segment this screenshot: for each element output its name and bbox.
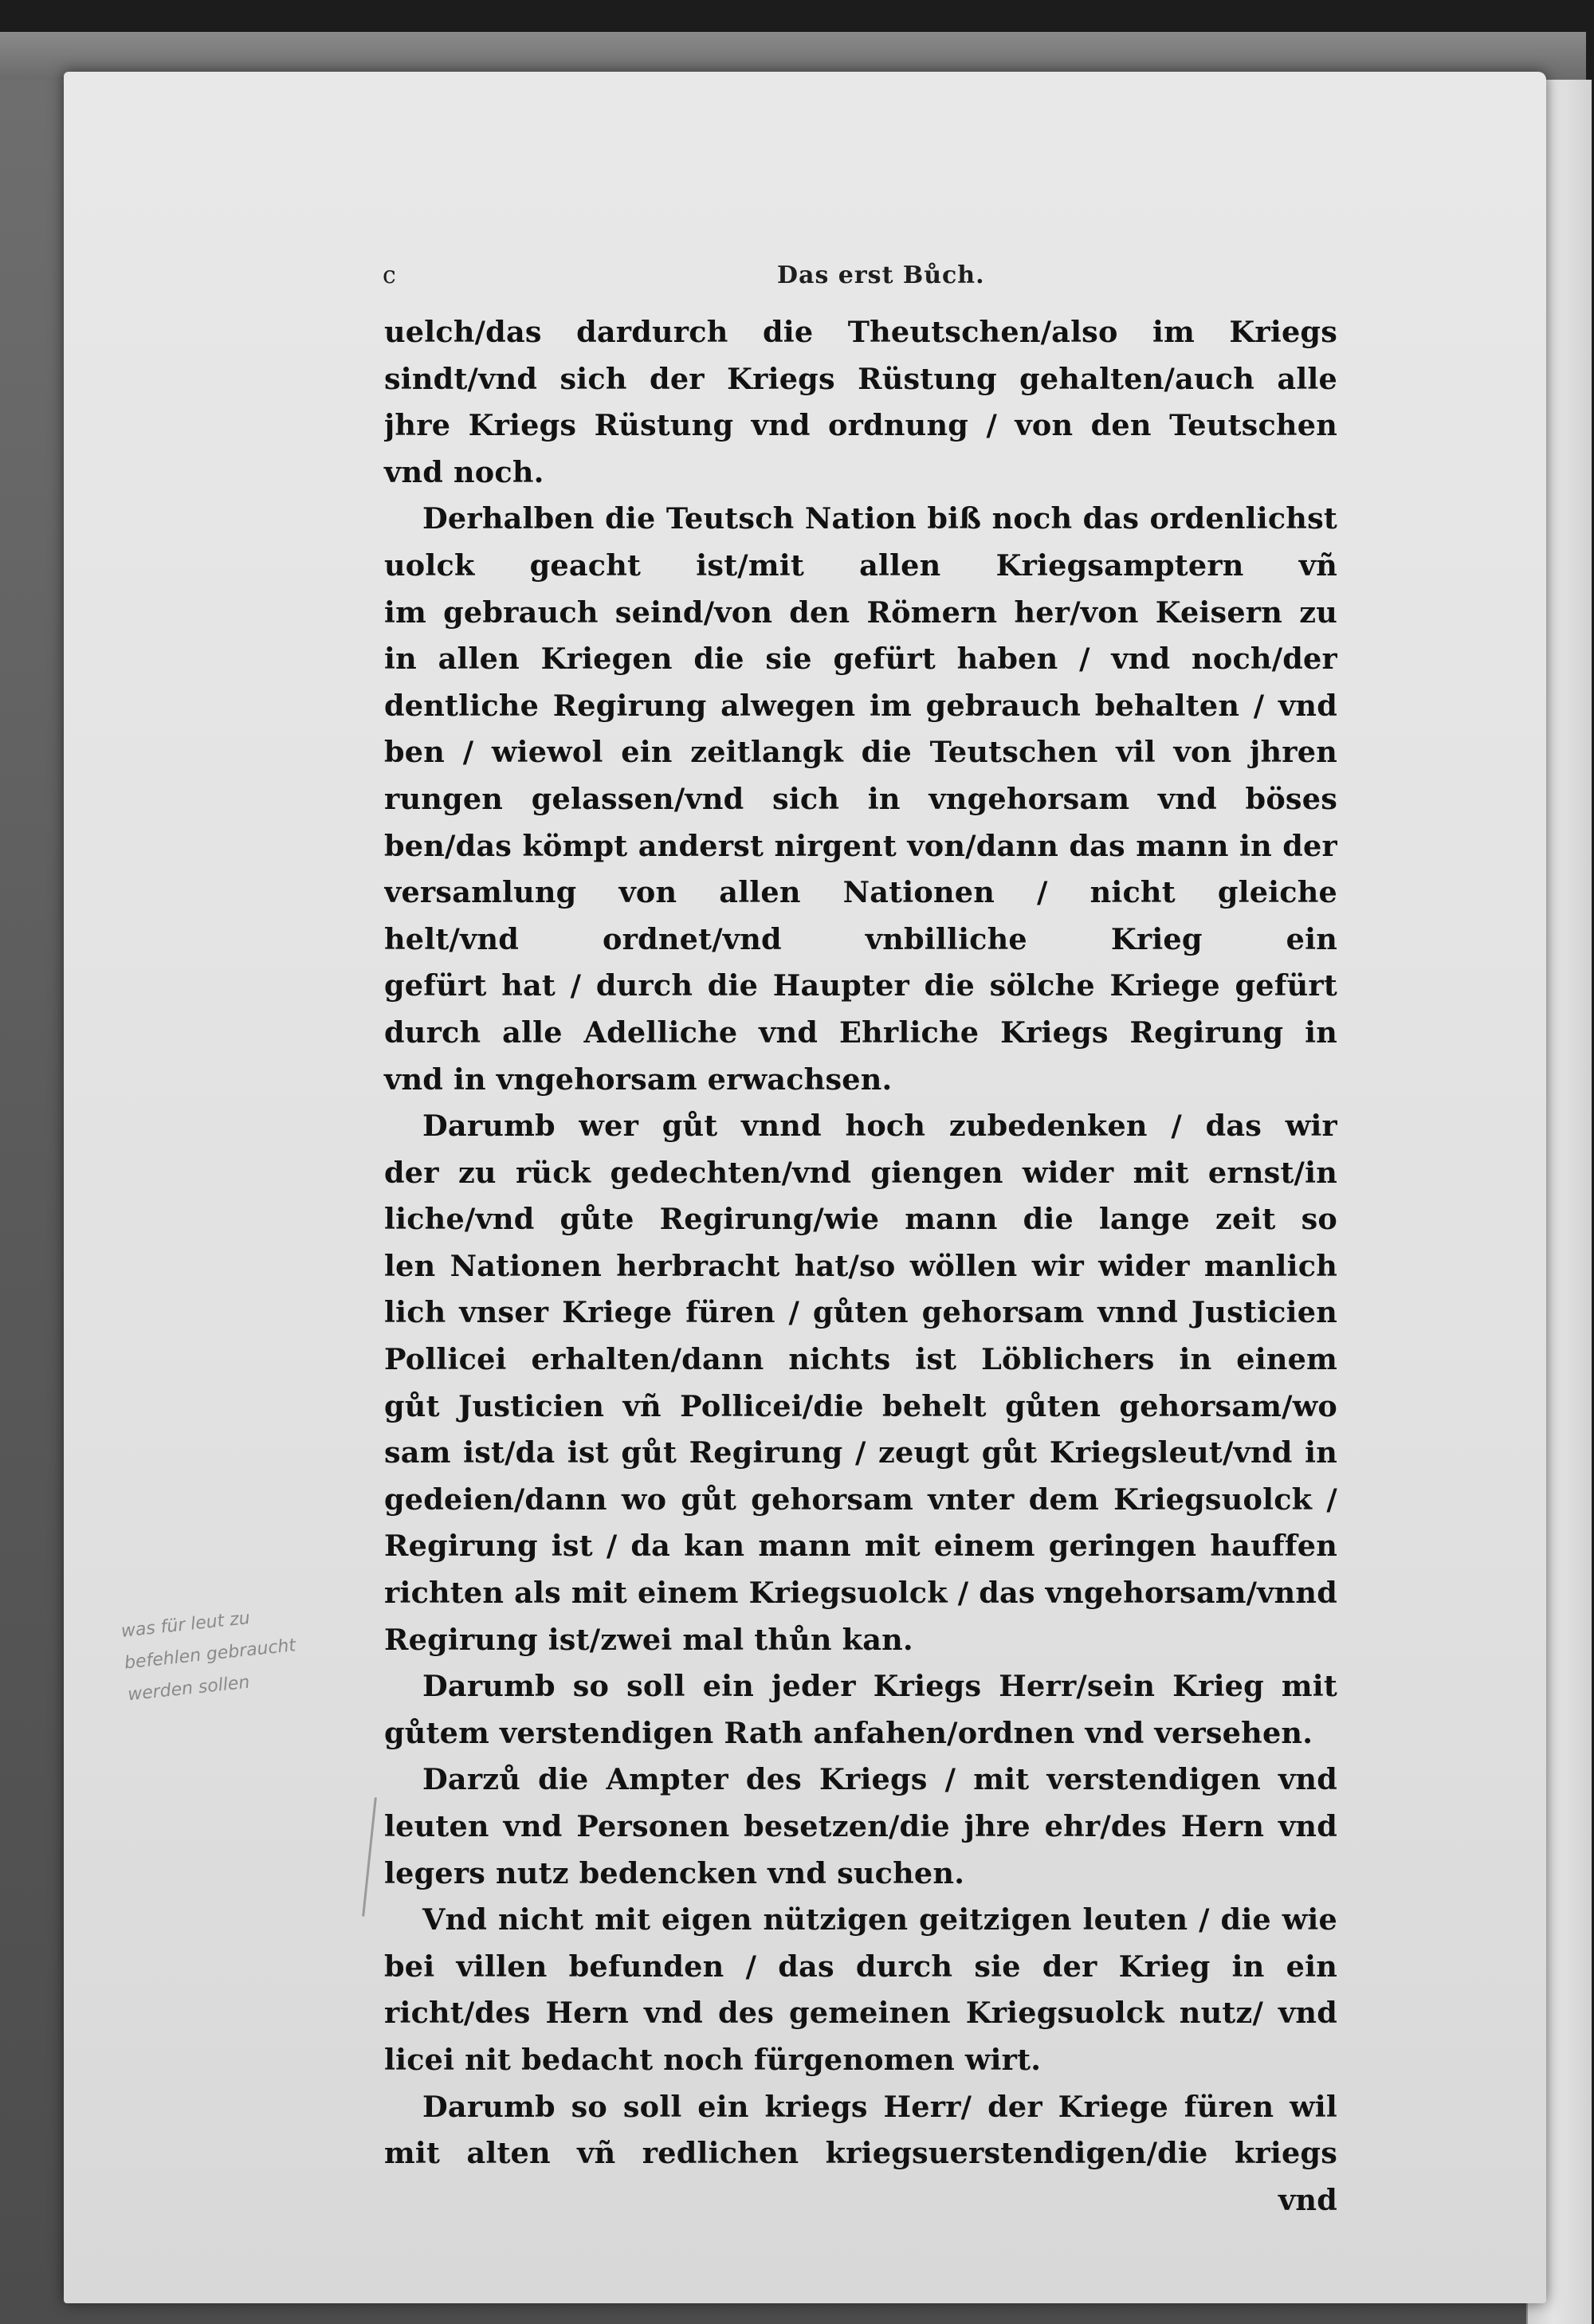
text-line: vnd noch. (384, 454, 544, 489)
text-line: leuten vnd Personen besetzen/die jhre ehr/des Hern vnd (384, 1809, 1337, 1843)
text-line: gůt Justicien vñ Pollicei/die behelt gůten gehorsam/wo (384, 1388, 1337, 1423)
text-line: Vnd nicht mit eigen nützigen geitzigen leuten / die wie (422, 1902, 1337, 1937)
text-line: richten als mit einem Kriegsuolck / das vngehorsam/vnnd (384, 1576, 1337, 1611)
body-text (384, 309, 1337, 2224)
text-line: in allen Kriegen die sie gefürt haben / vnd noch/der (384, 642, 1337, 677)
text-line: mit alten vñ redlichen kriegsuerstendigen/die kriegs (384, 2136, 1337, 2171)
text-line: gefürt hat / durch die Haupter die sölche Kriege gefürt (384, 968, 1337, 1003)
text-line: Regirung ist/zwei mal thůn kan. (384, 1622, 913, 1657)
text-line: sam ist/da ist gůt Regirung / zeugt gůt Kriegsleut/vnd in (384, 1435, 1337, 1470)
text-line: Darumb so soll ein kriegs Herr/ der Kriege füren wil (422, 2089, 1337, 2124)
text-line: dentliche Regirung alwegen im gebrauch behalten / vnd (384, 688, 1337, 723)
text-line: Darumb so soll ein jeder Kriegs Herr/sein Krieg mit (422, 1669, 1337, 1704)
signature-mark: c (383, 261, 397, 289)
text-line: vnd in vngehorsam erwachsen. (384, 1062, 893, 1097)
running-head-title: Das erst Bůch. (777, 261, 985, 289)
text-line: Derhalben die Teutsch Nation biß noch das ordenlichst (422, 501, 1337, 536)
catchword: vnd (1278, 2182, 1337, 2217)
text-line: rungen gelassen/vnd sich in vngehorsam vnd böses (384, 781, 1337, 816)
text-line: jhre Kriegs Rüstung vnd ordnung / von den Teutschen (384, 408, 1337, 443)
margin-note-line: befehlen gebraucht (123, 1635, 297, 1674)
text-line: lich vnser Kriege füren / gůten gehorsam vnnd Justicien (384, 1295, 1337, 1330)
text-line: richt/des Hern vnd des gemeinen Kriegsuolck nutz/ vnd (384, 1996, 1337, 2031)
text-line: Regirung ist / da kan mann mit einem geringen hauffen (384, 1529, 1337, 1564)
margin-note-line: was für leut zu (120, 1608, 251, 1642)
text-line: bei villen befunden / das durch sie der Krieg in ein (384, 1949, 1337, 1984)
margin-note-line: werden sollen (127, 1672, 251, 1706)
text-line: len Nationen herbracht hat/so wöllen wir wider manlich (384, 1248, 1337, 1283)
text-line: sindt/vnd sich der Kriegs Rüstung gehalten/auch alle (384, 361, 1337, 396)
text-line: versamlung von allen Nationen / nicht gleiche (384, 875, 1337, 910)
text-line: durch alle Adelliche vnd Ehrliche Kriegs Regirung in (384, 1015, 1337, 1050)
text-line: uelch/das dardurch die Theutschen/also im Kriegs (384, 315, 1337, 349)
text-line: helt/vnd ordnet/vnd vnbilliche Krieg ein (384, 921, 1337, 956)
text-line: der zu rück gedechten/vnd giengen wider mit ernst/in (384, 1155, 1337, 1190)
text-line: gedeien/dann wo gůt gehorsam vnter dem Kriegsuolck / (384, 1482, 1337, 1517)
text-line: ben/das kömpt anderst nirgent von/dann das mann in der (384, 828, 1337, 863)
text-line: ben / wiewol ein zeitlangk die Teutschen vil von jhren (384, 735, 1337, 770)
text-line: im gebrauch seind/von den Römern her/von Keisern zu (384, 595, 1337, 630)
text-line: gůtem verstendigen Rath anfahen/ordnen vnd versehen. (384, 1715, 1313, 1750)
text-line: licei nit bedacht noch fürgenomen wirt. (384, 2042, 1042, 2077)
running-head (383, 261, 1339, 296)
text-line: liche/vnd gůte Regirung/wie mann die lange zeit so (384, 1202, 1337, 1237)
text-line: legers nutz bedencken vnd suchen. (384, 1855, 965, 1890)
text-line: Pollicei erhalten/dann nichts ist Löblichers in einem (384, 1342, 1337, 1377)
text-line: uolck geacht ist/mit allen Kriegsamptern vñ (384, 548, 1337, 583)
text-line: Darzů die Ampter des Kriegs / mit verstendigen vnd (422, 1762, 1337, 1797)
text-line: Darumb wer gůt vnnd hoch zubedenken / das wir (422, 1109, 1337, 1144)
